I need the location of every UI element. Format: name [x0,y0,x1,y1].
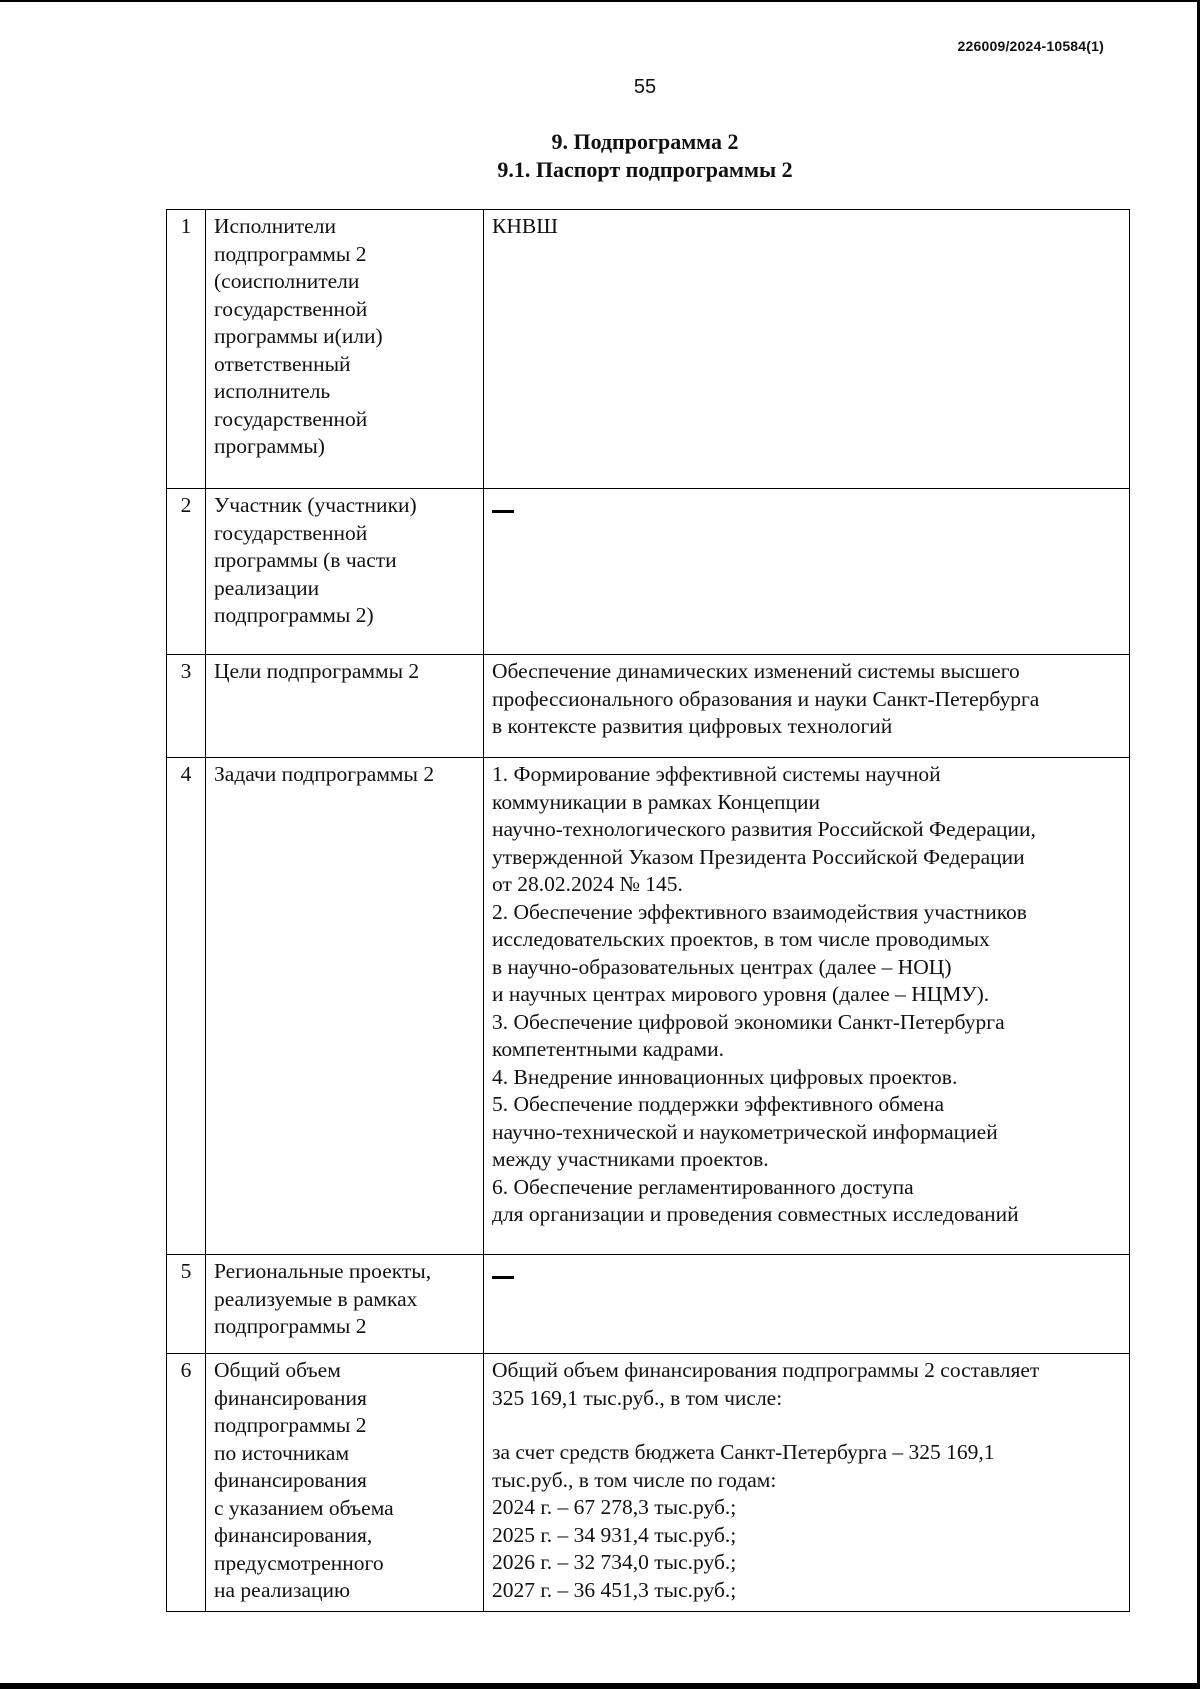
page-number: 55 [633,76,657,98]
document-id: 226009/2024-10584(1) [957,38,1104,54]
value-line: тыс.руб., в том числе по годам: [492,1467,777,1492]
row-number: 2 [167,489,206,655]
value-line: Общий объем финансирования подпрограммы 2 составляет [492,1358,1040,1382]
page-bottom-edge [0,1683,1200,1689]
value-line: КНВШ [492,214,558,238]
value-line: научно-технологического развития Российской Федерации, [492,817,1036,841]
value-line: утвержденной Указом Президента Российской Федерации [492,844,1025,869]
value-line: коммуникации в рамках Концепции [492,789,821,814]
value-line: 2025 г. – 34 931,4 тыс.руб.; [492,1522,737,1547]
subsection-title: 9.1. Паспорт подпрограммы 2 [497,157,793,182]
table-row [167,1354,1130,1612]
row-label: Цели подпрограммы 2 [206,655,484,758]
row-label: Участник (участники) государственной программы (в части реализации подпрограммы 2) [206,489,484,655]
value-line: 2027 г. – 36 451,3 тыс.руб.; [492,1577,737,1602]
value-line: в контексте развития цифровых технологий [492,714,893,738]
row-value [484,210,1130,489]
value-line: профессионального образования и науки Санкт-Петербурга [492,686,1040,711]
value-line: за счет средств бюджета Санкт-Петербурга – 325 169,1 [492,1440,995,1464]
value-line: 325 169,1 тыс.руб., в том числе: [492,1385,783,1410]
row-value [484,758,1130,1255]
row-label: Задачи подпрограммы 2 [206,758,484,1255]
value-line: исследовательских проектов, в том числе проводимых [492,927,990,951]
value-line: Обеспечение динамических изменений системы высшего [492,659,1020,683]
row-number: 5 [167,1255,206,1354]
value-line: 5. Обеспечение поддержки эффективного обмена [492,1092,945,1116]
value-line: для организации и проведения совместных исследований [492,1202,1019,1226]
row-number: 3 [167,655,206,758]
value-line: 6. Обеспечение регламентированного доступа [492,1174,914,1199]
value-line: 1. Формирование эффективной системы научной [492,762,941,786]
table-row [167,210,1130,489]
value-line: 3. Обеспечение цифровой экономики Санкт-Петербурга [492,1009,1005,1034]
table-row [167,655,1130,758]
value-line: 2024 г. – 67 278,3 тыс.руб.; [492,1495,737,1519]
row-value [484,1255,1130,1354]
row-label: Региональные проекты, реализуемые в рамках подпрограммы 2 [206,1255,484,1354]
page-title [0,128,1200,184]
value-line: и научных центрах мирового уровня (далее – НЦМУ). [492,982,990,1006]
table-row [167,489,1130,655]
blank-line [492,1412,1121,1439]
value-line: 4. Внедрение инновационных цифровых проектов. [492,1064,958,1089]
value-line: 2. Обеспечение эффективного взаимодействия участников [492,899,1027,924]
row-number: 1 [167,210,206,489]
value-line: 2026 г. – 32 734,0 тыс.руб.; [492,1550,737,1574]
row-number: 6 [167,1354,206,1612]
section-title: 9. Подпрограмма 2 [551,129,739,154]
row-value [484,655,1130,758]
row-label: Исполнители подпрограммы 2 (соисполнители государственной программы и(или) ответственный исполнитель государственной программы) [206,210,484,489]
row-number: 4 [167,758,206,1255]
value-line: от 28.02.2024 № 145. [492,872,683,896]
dash-mark [492,1276,514,1279]
row-value [484,489,1130,655]
passport-table [166,209,1130,1612]
value-line: между участниками проектов. [492,1147,769,1171]
value-line: компетентными кадрами. [492,1037,725,1061]
value-line: научно-технической и наукометрической информацией [492,1119,998,1144]
row-value [484,1354,1130,1612]
dash-mark [492,510,514,513]
value-line: в научно-образовательных центрах (далее – НОЦ) [492,954,952,979]
row-label: Общий объем финансирования подпрограммы 2 по источникам финансирования с указанием объема финансирования, предусмотренного на реализацию [206,1354,484,1612]
table-row [167,758,1130,1255]
table-row [167,1255,1130,1354]
